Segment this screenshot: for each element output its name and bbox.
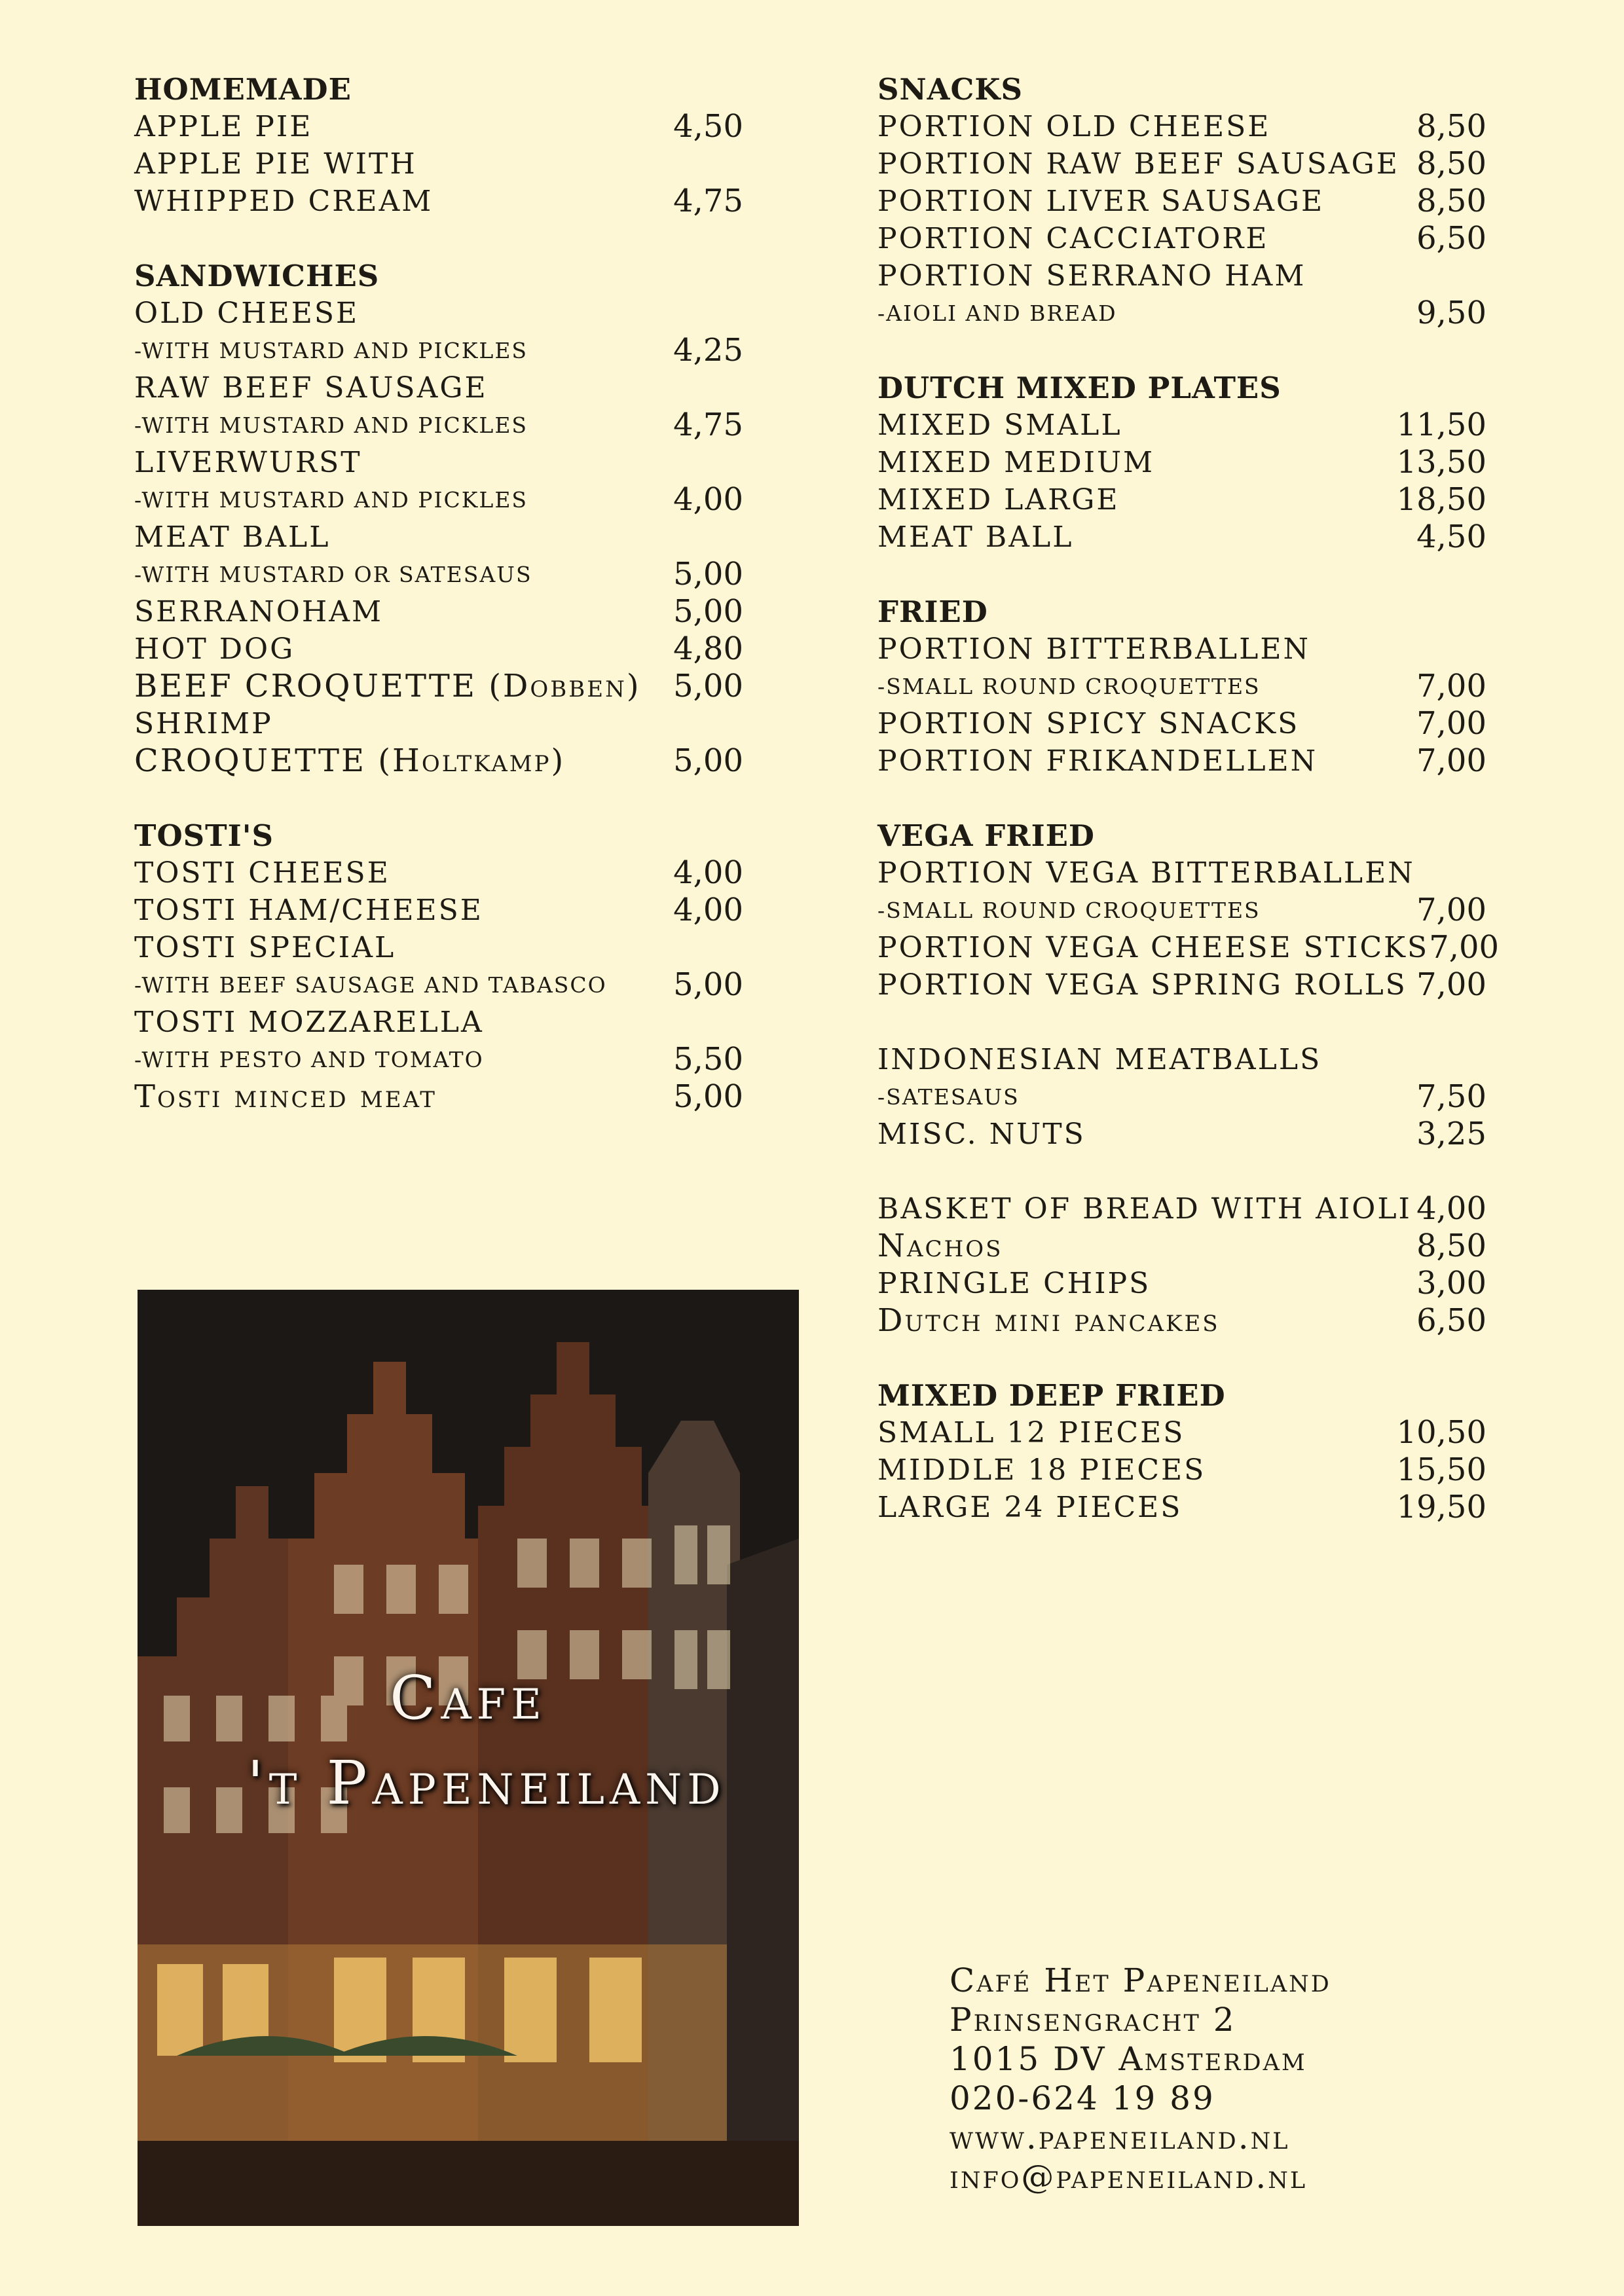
menu-item-label: PORTION LIVER SAUSAGE bbox=[877, 185, 1325, 218]
menu-item-label: -WITH PESTO AND TOMATO bbox=[134, 1047, 484, 1072]
menu-item-price: 4,00 bbox=[1416, 1190, 1486, 1227]
menu-item-price: 4,50 bbox=[1416, 519, 1486, 555]
menu-item-label: Tosti minced meat bbox=[134, 1078, 437, 1115]
menu-item bbox=[877, 257, 1486, 295]
menu-item-price: 7,00 bbox=[1416, 668, 1486, 704]
menu-item bbox=[134, 668, 743, 705]
menu-item-price: 4,50 bbox=[673, 108, 743, 145]
menu-item-price: 19,50 bbox=[1396, 1489, 1486, 1525]
menu-item-price: 18,50 bbox=[1396, 481, 1486, 518]
menu-item-price: 5,50 bbox=[673, 1041, 743, 1078]
menu-item-label: WHIPPED CREAM bbox=[134, 185, 434, 218]
menu-item-label: BASKET OF BREAD WITH AIOLI bbox=[877, 1192, 1412, 1226]
menu-item bbox=[877, 705, 1486, 742]
section-title: SNACKS bbox=[877, 72, 1023, 107]
menu-item bbox=[134, 630, 743, 668]
section-title: DUTCH MIXED PLATES bbox=[877, 371, 1282, 405]
menu-item-label: -WITH MUSTARD AND PICKLES bbox=[134, 487, 528, 513]
menu-item-price: 5,00 bbox=[673, 668, 743, 704]
menu-item-label: -SATESAUS bbox=[877, 1084, 1020, 1110]
menu-item-label: TOSTI HAM/CHEESE bbox=[134, 894, 483, 927]
menu-item-price: 15,50 bbox=[1396, 1451, 1486, 1488]
menu-item-label: TOSTI CHEESE bbox=[134, 856, 390, 890]
menu-column-left bbox=[134, 71, 743, 1153]
menu-item-price: 4,75 bbox=[673, 183, 743, 219]
menu-item-price: 4,00 bbox=[673, 481, 743, 518]
menu-item-price: 6,50 bbox=[1416, 1302, 1486, 1339]
menu-item-label: MIDDLE 18 PIECES bbox=[877, 1453, 1206, 1487]
menu-section bbox=[134, 71, 743, 220]
menu-item bbox=[877, 407, 1486, 444]
menu-section bbox=[134, 817, 743, 1116]
menu-item-note bbox=[134, 1041, 743, 1078]
menu-item bbox=[134, 295, 743, 332]
menu-item-price: 5,00 bbox=[673, 966, 743, 1003]
menu-item bbox=[877, 1041, 1486, 1078]
menu-item-label: LARGE 24 PIECES bbox=[877, 1491, 1183, 1524]
section-title: HOMEMADE bbox=[134, 72, 352, 107]
menu-item bbox=[877, 1302, 1486, 1339]
menu-item-note bbox=[877, 295, 1486, 332]
menu-item-label: PORTION VEGA SPRING ROLLS bbox=[877, 968, 1407, 1002]
menu-item bbox=[134, 742, 743, 780]
menu-section bbox=[877, 71, 1486, 332]
menu-item-price: 5,00 bbox=[673, 593, 743, 630]
menu-item bbox=[877, 1489, 1486, 1526]
menu-item-price: 7,00 bbox=[1416, 966, 1486, 1003]
menu-item-label: MIXED MEDIUM bbox=[877, 446, 1155, 479]
menu-item-note bbox=[877, 668, 1486, 705]
menu-item-label: SERRANOHAM bbox=[134, 595, 384, 629]
menu-item bbox=[877, 1116, 1486, 1153]
menu-item-label: PORTION CACCIATORE bbox=[877, 222, 1269, 255]
cafe-name-line-1: Cafe bbox=[390, 1663, 547, 1733]
menu-item-price: 7,00 bbox=[1416, 705, 1486, 742]
menu-item-price: 8,50 bbox=[1416, 145, 1486, 182]
menu-item bbox=[877, 481, 1486, 519]
menu-item-price: 8,50 bbox=[1416, 1228, 1486, 1264]
menu-section bbox=[877, 369, 1486, 556]
menu-item-label: -WITH MUSTARD AND PICKLES bbox=[134, 338, 528, 363]
menu-item bbox=[877, 183, 1486, 220]
menu-item bbox=[877, 1414, 1486, 1451]
menu-item-label: -WITH BEEF SAUSAGE AND TABASCO bbox=[134, 972, 607, 998]
menu-item-price: 4,80 bbox=[673, 630, 743, 667]
menu-item bbox=[134, 1078, 743, 1116]
menu-item-price: 11,50 bbox=[1396, 407, 1486, 443]
menu-item-note bbox=[134, 966, 743, 1004]
menu-item bbox=[134, 1004, 743, 1041]
address-city: 1015 DV Amsterdam bbox=[950, 2040, 1307, 2078]
menu-item-price: 7,00 bbox=[1416, 742, 1486, 779]
menu-item-price: 7,50 bbox=[1416, 1078, 1486, 1115]
menu-item bbox=[877, 630, 1486, 668]
menu-item bbox=[134, 108, 743, 145]
menu-item-note bbox=[134, 332, 743, 369]
menu-item bbox=[877, 966, 1486, 1004]
menu-item-price: 3,25 bbox=[1416, 1116, 1486, 1152]
website-link[interactable]: www.papeneiland.nl bbox=[950, 2119, 1290, 2157]
section-title: SANDWICHES bbox=[134, 259, 380, 293]
menu-item bbox=[877, 929, 1500, 966]
menu-item-label: -WITH MUSTARD AND PICKLES bbox=[134, 412, 528, 438]
menu-item bbox=[877, 519, 1486, 556]
menu-item-label: TOSTI SPECIAL bbox=[134, 931, 396, 964]
menu-item bbox=[877, 1451, 1486, 1489]
menu-item-label: PORTION VEGA CHEESE STICKS bbox=[877, 931, 1430, 964]
menu-item bbox=[134, 892, 743, 929]
address-phone: 020-624 19 89 bbox=[950, 2079, 1215, 2117]
menu-column-right bbox=[877, 71, 1500, 1563]
menu-item-price: 10,50 bbox=[1396, 1414, 1486, 1451]
menu-item-price: 5,00 bbox=[673, 1078, 743, 1115]
menu-item bbox=[134, 369, 743, 407]
menu-item bbox=[877, 1190, 1486, 1228]
menu-item bbox=[134, 854, 743, 892]
menu-item-label: PRINGLE CHIPS bbox=[877, 1267, 1151, 1300]
menu-item-label: SHRIMP bbox=[134, 707, 273, 740]
menu-item-label: APPLE PIE bbox=[134, 110, 313, 143]
cafe-photo bbox=[138, 1290, 799, 2226]
section-title: VEGA FRIED bbox=[877, 818, 1095, 853]
menu-item-price: 4,75 bbox=[673, 407, 743, 443]
menu-section bbox=[134, 257, 743, 780]
menu-item-note bbox=[877, 892, 1486, 929]
menu-item-label: HOT DOG bbox=[134, 632, 295, 666]
menu-item-label: PORTION VEGA BITTERBALLEN bbox=[877, 856, 1415, 890]
menu-item-price: 6,50 bbox=[1416, 220, 1486, 257]
menu-item-label: PORTION FRIKANDELLEN bbox=[877, 744, 1318, 778]
section-title: TOSTI'S bbox=[134, 818, 274, 853]
menu-item-price: 4,25 bbox=[673, 332, 743, 369]
menu-item bbox=[134, 705, 743, 742]
menu-item bbox=[134, 183, 743, 220]
menu-section bbox=[877, 817, 1500, 1004]
menu-item-price: 5,00 bbox=[673, 742, 743, 779]
menu-item bbox=[877, 854, 1486, 892]
menu-section bbox=[877, 1041, 1486, 1153]
menu-item-price: 4,00 bbox=[673, 892, 743, 928]
menu-item-label: Dutch mini pancakes bbox=[877, 1302, 1220, 1339]
menu-item-price: 5,00 bbox=[673, 556, 743, 592]
menu-item-label: CROQUETTE (Holtkamp) bbox=[134, 742, 566, 779]
menu-item-label: MIXED SMALL bbox=[877, 409, 1122, 442]
menu-item-price: 9,50 bbox=[1416, 295, 1486, 331]
cafe-name-line-2: 't Papeneiland bbox=[247, 1748, 726, 1818]
menu-item-price: 13,50 bbox=[1396, 444, 1486, 481]
menu-item-price: 7,00 bbox=[1416, 892, 1486, 928]
menu-item-note bbox=[134, 407, 743, 444]
menu-item-price: 8,50 bbox=[1416, 108, 1486, 145]
menu-item bbox=[877, 1228, 1486, 1265]
menu-item-label: -AIOLI AND BREAD bbox=[877, 301, 1117, 326]
menu-section bbox=[877, 1190, 1486, 1339]
menu-section bbox=[877, 593, 1486, 780]
menu-item-label: LIVERWURST bbox=[134, 446, 362, 479]
menu-item-price: 4,00 bbox=[673, 854, 743, 891]
menu-item-note bbox=[134, 481, 743, 519]
menu-item-label: PORTION RAW BEEF SAUSAGE bbox=[877, 147, 1399, 181]
menu-item-label: TOSTI MOZZARELLA bbox=[134, 1006, 484, 1039]
email-link[interactable]: info@papeneiland.nl bbox=[950, 2158, 1308, 2196]
menu-item bbox=[877, 1265, 1486, 1302]
menu-section bbox=[877, 1377, 1486, 1526]
menu-item-label: MIXED LARGE bbox=[877, 483, 1120, 517]
menu-item-label: MISC. NUTS bbox=[877, 1118, 1086, 1151]
menu-item-label: BEEF CROQUETTE (Dobben) bbox=[134, 668, 641, 704]
menu-item-label: INDONESIAN MEATBALLS bbox=[877, 1043, 1322, 1076]
menu-item-label: -SMALL ROUND CROQUETTES bbox=[877, 898, 1261, 923]
menu-item-label: PORTION BITTERBALLEN bbox=[877, 632, 1310, 666]
menu-item-price: 3,00 bbox=[1416, 1265, 1486, 1302]
menu-item bbox=[134, 929, 743, 966]
menu-item-label: MEAT BALL bbox=[877, 520, 1074, 554]
menu-item-label: MEAT BALL bbox=[134, 520, 331, 554]
section-title: FRIED bbox=[877, 594, 988, 629]
menu-item bbox=[134, 593, 743, 630]
menu-item-label: APPLE PIE WITH bbox=[134, 147, 417, 181]
menu-item-label: SMALL 12 PIECES bbox=[877, 1416, 1185, 1449]
menu-item bbox=[877, 444, 1486, 481]
menu-item-price: 8,50 bbox=[1416, 183, 1486, 219]
menu-item-note bbox=[877, 1078, 1486, 1116]
address-street: Prinsengracht 2 bbox=[950, 2001, 1236, 2039]
menu-item bbox=[134, 519, 743, 556]
menu-item bbox=[877, 108, 1486, 145]
menu-item-label: PORTION OLD CHEESE bbox=[877, 110, 1271, 143]
menu-item bbox=[877, 220, 1486, 257]
menu-item-label: PORTION SERRANO HAM bbox=[877, 259, 1306, 293]
menu-item-label: Nachos bbox=[877, 1228, 1003, 1264]
menu-item-note bbox=[134, 556, 743, 593]
menu-item-label: -SMALL ROUND CROQUETTES bbox=[877, 674, 1261, 699]
menu-item-label: OLD CHEESE bbox=[134, 297, 360, 330]
menu-item bbox=[134, 444, 743, 481]
menu-item bbox=[134, 145, 743, 183]
address-name: Café Het Papeneiland bbox=[950, 1961, 1331, 1999]
menu-item bbox=[877, 742, 1486, 780]
menu-item-label: PORTION SPICY SNACKS bbox=[877, 707, 1300, 740]
section-title: MIXED DEEP FRIED bbox=[877, 1378, 1226, 1413]
menu-item-label: -WITH MUSTARD OR SATESAUS bbox=[134, 562, 532, 587]
menu-item-label: RAW BEEF SAUSAGE bbox=[134, 371, 488, 405]
contact-address-block bbox=[950, 1961, 1539, 2196]
menu-item bbox=[877, 145, 1486, 183]
menu-item-price: 7,00 bbox=[1429, 929, 1500, 966]
